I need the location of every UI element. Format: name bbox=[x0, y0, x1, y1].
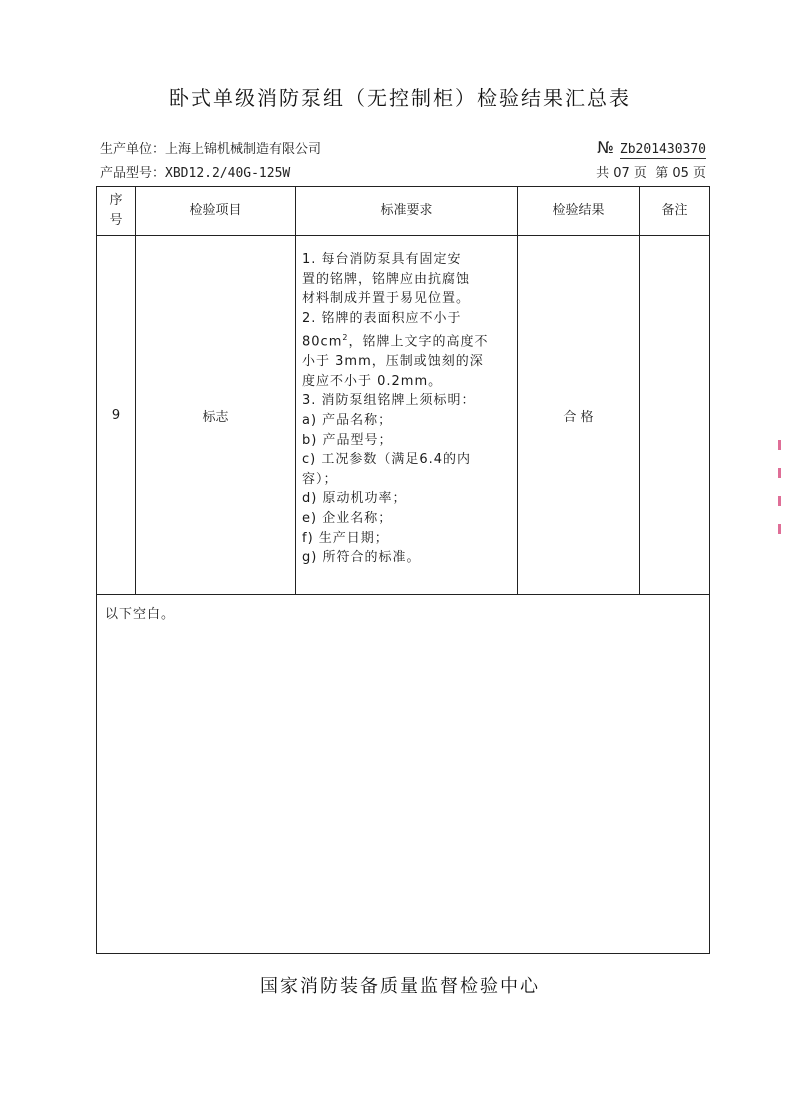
model-line bbox=[100, 162, 290, 181]
seal-mark-segment bbox=[778, 468, 781, 478]
requirement-line: 小于 3mm，压制或蚀刻的深 bbox=[302, 354, 484, 370]
requirement-line: 容）； bbox=[302, 471, 338, 487]
superscript-two: 2 bbox=[342, 333, 349, 343]
row-requirement bbox=[296, 236, 518, 595]
blank-row bbox=[97, 595, 710, 954]
requirement-line: a) 产品名称； bbox=[302, 413, 393, 429]
row-seq: 9 bbox=[97, 236, 136, 595]
manufacturer-line bbox=[100, 138, 321, 157]
page-count bbox=[540, 162, 706, 181]
requirement-line: f) 生产日期； bbox=[302, 530, 389, 546]
page-total: 共 07 页 bbox=[596, 166, 647, 181]
model-label: 产品型号： bbox=[100, 166, 166, 181]
document-title: 卧式单级消防泵组（无控制柜）检验结果汇总表 bbox=[169, 86, 631, 110]
requirement-line: d) 原动机功率； bbox=[302, 491, 407, 507]
header-result: 检验结果 bbox=[518, 187, 640, 236]
page-current: 第 05 页 bbox=[655, 166, 706, 181]
requirement-line-tail: ，铭牌上文字的高度不 bbox=[348, 334, 489, 350]
requirement-area-value: 80cm bbox=[302, 334, 343, 350]
header-seq-line2: 号 bbox=[109, 213, 123, 228]
report-number-value: Zb201430370 bbox=[619, 142, 706, 157]
seal-mark-segment bbox=[778, 524, 781, 534]
header-note: 备注 bbox=[640, 187, 710, 236]
report-number bbox=[480, 138, 706, 157]
requirement-line: e) 企业名称； bbox=[302, 511, 393, 527]
seal-edge-mark bbox=[778, 440, 782, 580]
requirement-line bbox=[302, 328, 511, 352]
row-note bbox=[640, 236, 710, 595]
blank-cell bbox=[97, 595, 710, 954]
manufacturer-label: 生产单位： bbox=[100, 142, 166, 157]
requirement-line: 1. 每台消防泵具有固定安 bbox=[302, 252, 462, 267]
requirement-line: 置的铭牌，铭牌应由抗腐蚀 bbox=[302, 271, 471, 287]
header-seq bbox=[97, 187, 136, 236]
number-symbol: № bbox=[597, 138, 614, 157]
model-value: XBD12.2/40G-125W bbox=[165, 166, 291, 181]
row-result: 合 格 bbox=[518, 236, 640, 595]
results-table bbox=[96, 186, 710, 954]
requirement-line: 材料制成并置于易见位置。 bbox=[302, 291, 471, 307]
requirement-line: c) 工况参数（满足6.4的内 bbox=[302, 452, 472, 468]
seal-mark-segment bbox=[778, 496, 781, 506]
header-requirement: 标准要求 bbox=[296, 187, 518, 236]
table-header-row bbox=[97, 187, 710, 236]
blank-text: 以下空白。 bbox=[105, 607, 176, 622]
requirement-line: 2. 铭牌的表面积应不小于 bbox=[302, 310, 462, 326]
header-item: 检验项目 bbox=[136, 187, 296, 236]
issuing-authority: 国家消防装备质量监督检验中心 bbox=[260, 976, 540, 997]
header-seq-line1: 序 bbox=[109, 193, 123, 208]
requirement-line: 度应不小于 0.2mm。 bbox=[302, 373, 443, 389]
row-item: 标志 bbox=[136, 236, 296, 595]
requirement-line: b) 产品型号； bbox=[302, 432, 393, 448]
requirement-line: g) 所符合的标准。 bbox=[302, 550, 421, 566]
seal-mark-segment bbox=[778, 440, 781, 450]
table-row bbox=[97, 236, 710, 595]
manufacturer-value: 上海上锦机械制造有限公司 bbox=[165, 142, 322, 157]
requirement-line: 3. 消防泵组铭牌上须标明： bbox=[302, 393, 476, 409]
